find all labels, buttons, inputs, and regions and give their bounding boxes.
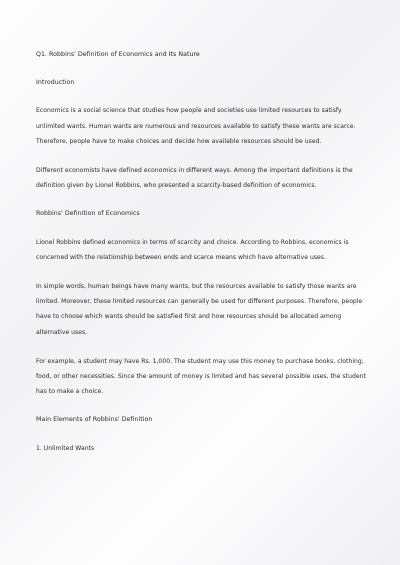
paragraph-3: Lionel Robbins defined economics in terms of scarcity and choice. According to Robbins, economics is concerned with the relationship between ends and scarce means which have alternative uses. (36, 238, 349, 261)
paragraph-5: For example, a student may have Rs. 1,000. The student may use this money to purchase books, clothing, food, or other necessities. Since the amount of money is limited and has several possible uses, the student has to make a choice. (36, 357, 366, 396)
document-content (36, 47, 368, 456)
robbins-heading: Robbins' Definition of Economics (36, 210, 140, 218)
intro-heading: Introduction (36, 79, 75, 87)
paragraph-2: Different economists have defined economics in different ways. Among the important definitions is the definition given by Lionel Robbins, who presented a scarcity-based definition of economics. (36, 167, 353, 190)
elements-heading: Main Elements of Robbins' Definition (36, 416, 153, 424)
document-title: Q1. Robbins' Definition of Economics and Its Nature (36, 51, 200, 58)
paragraph-4: In simple words, human beings have many wants, but the resources available to satisfy those wants are limited. Moreover, these limited resources can generally be used for different purposes. Therefore, people have to choose which wants should be satisfied first and how resources should be allocated among alternative uses. (36, 283, 363, 336)
paragraph-1: Economics is a social science that studies how people and societies use limited resources to satisfy unlimited wants. Human wants are numerous and resources available to satisfy these wants are scarce. Therefore, people have to make choices and decide how available resources should be used. (36, 107, 356, 145)
list-item-unlimited-wants: 1. Unlimited Wants (36, 444, 95, 452)
